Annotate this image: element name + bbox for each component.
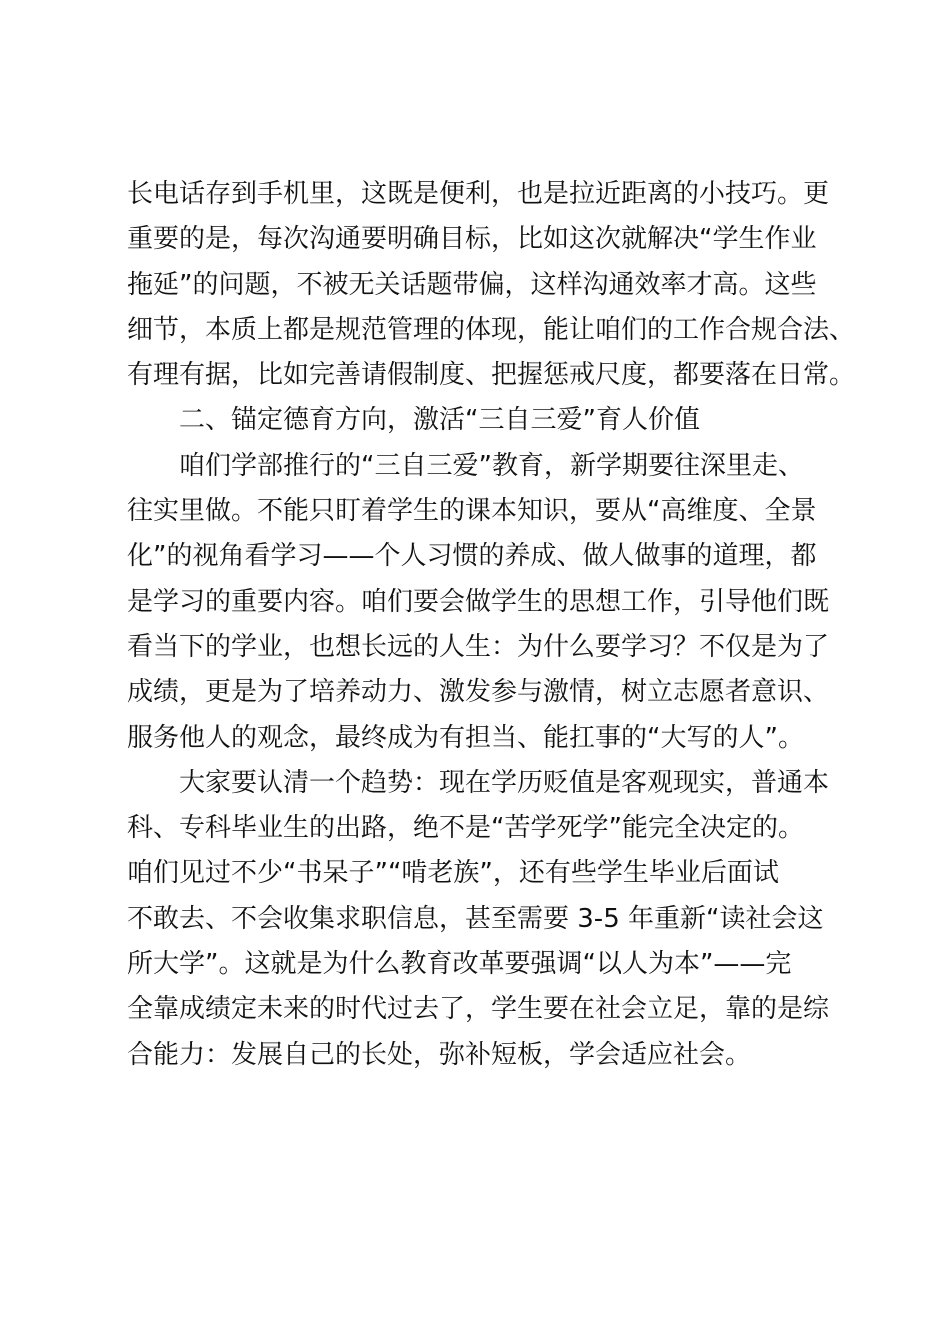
text-line: 成绩，更是为了培养动力、激发参与激情，树立志愿者意识、 [127, 677, 830, 708]
text-line: 服务他人的观念，最终成为有担当、能扛事的“大写的人”。 [127, 722, 804, 753]
section-heading-text: 二、锚定德育方向，激活“三自三爱”育人价值 [179, 405, 700, 436]
text-line: 全靠成绩定未来的时代过去了，学生要在社会立足，靠的是综 [127, 994, 830, 1025]
text-line: 咱们学部推行的“三自三爱”教育，新学期要往深里走、 [179, 450, 804, 481]
text-line: 长电话存到手机里，这既是便利，也是拉近距离的小技巧。更 [127, 179, 830, 209]
document-body [127, 172, 856, 1078]
text-line: 重要的是，每次沟通要明确目标，比如这次就解决“学生作业 [127, 224, 817, 255]
paragraph-2 [127, 444, 837, 761]
paragraph-1 [127, 172, 856, 398]
text-line: 往实里做。不能只盯着学生的课本知识，要从“高维度、全景 [127, 496, 817, 527]
text-line: 科、专科毕业生的出路，绝不是“苦学死学”能完全决定的。 [127, 813, 804, 844]
text-line: 咱们见过不少“书呆子”“啃老族”，还有些学生毕业后面试 [127, 858, 779, 889]
text-line: 所大学”。这就是为什么教育改革要强调“以人为本”——完 [127, 949, 792, 980]
text-line: 是学习的重要内容。咱们要会做学生的思想工作，引导他们既 [127, 586, 830, 617]
text-line: 化”的视角看学习——个人习惯的养成、做人做事的道理，都 [127, 541, 817, 572]
text-line: 细节，本质上都是规范管理的体现，能让咱们的工作合规合法、 [127, 314, 856, 345]
text-line: 不敢去、不会收集求职信息，甚至需要 3-5 年重新“读社会这 [127, 903, 824, 934]
text-line: 有理有据，比如完善请假制度、把握惩戒尺度，都要落在日常。 [127, 360, 856, 391]
text-line: 拖延”的问题，不被无关话题带偏，这样沟通效率才高。这些 [127, 269, 817, 300]
text-line: 看当下的学业，也想长远的人生：为什么要学习？不仅是为了 [127, 631, 830, 662]
section-heading [127, 398, 837, 443]
paragraph-3 [127, 761, 837, 1078]
text-line: 大家要认清一个趋势：现在学历贬值是客观现实，普通本 [179, 767, 830, 798]
text-line: 合能力：发展自己的长处，弥补短板，学会适应社会。 [127, 1039, 752, 1070]
